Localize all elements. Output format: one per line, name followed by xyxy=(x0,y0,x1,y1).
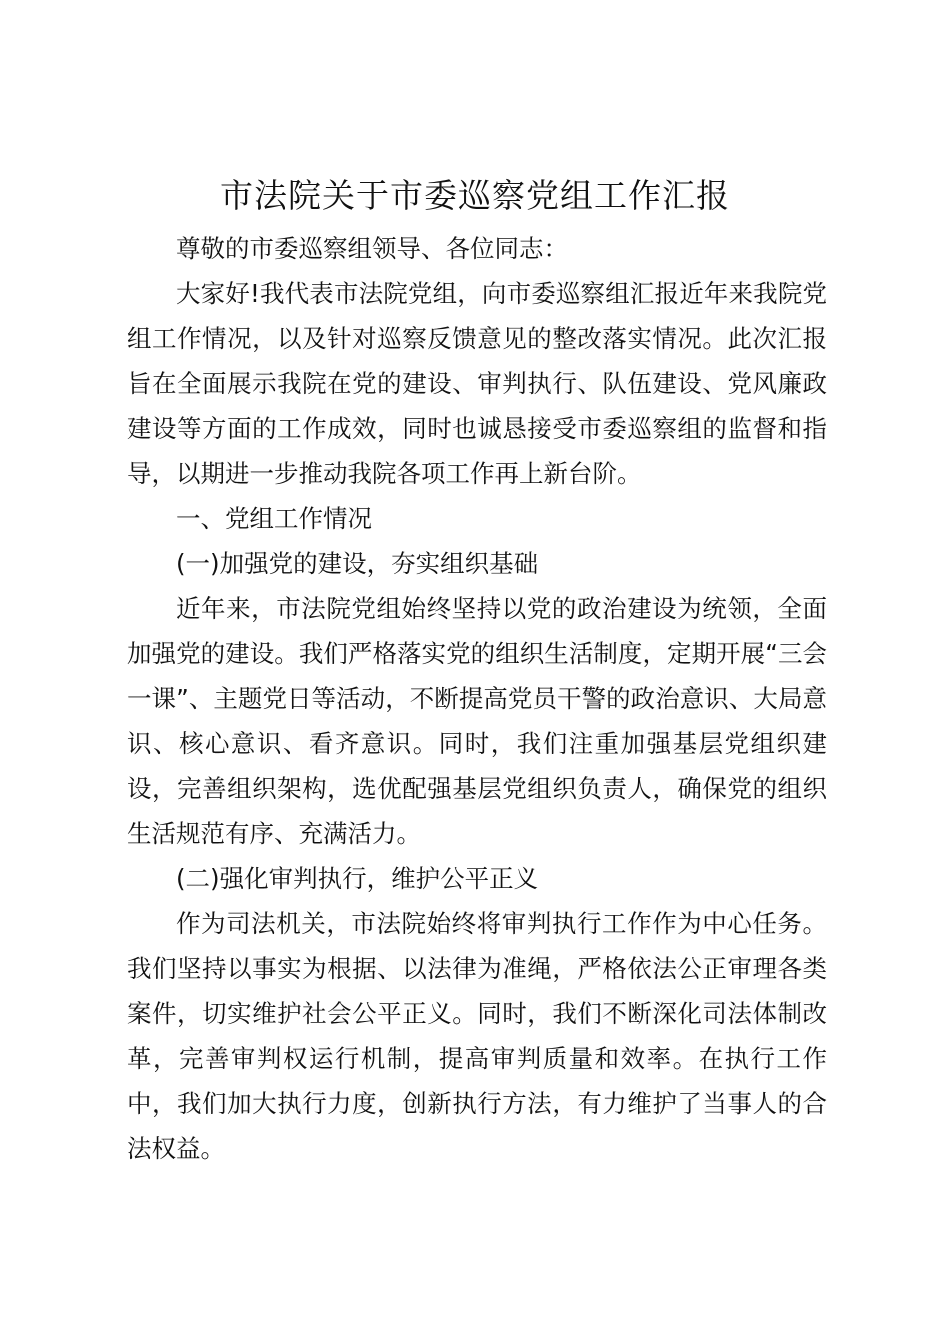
intro-paragraph: 大家好!我代表市法院党组，向市委巡察组汇报近年来我院党组工作情况，以及针对巡察反馈意见的整改落实情况。此次汇报旨在全面展示我院在党的建设、审判执行、队伍建设、党风廉政建设等方面的工作成效，同时也诚恳接受市委巡察组的监督和指导，以期进一步推动我院各项工作再上新台阶。 xyxy=(127,279,827,488)
trial-execution-paragraph: 作为司法机关，市法院始终将审判执行工作作为中心任务。我们坚持以事实为根据、以法律为准绳，严格依法公正审理各类案件，切实维护社会公平正义。同时，我们不断深化司法体制改革，完善审判权运行机制，提高审判质量和效率。在执行工作中，我们加大执行力度，创新执行方法，有力维护了当事人的合法权益。 xyxy=(127,909,827,1163)
document-body xyxy=(127,226,827,1171)
section-heading-1: 一、党组工作情况 xyxy=(176,504,372,533)
subsection-heading-2: (二)强化审判执行，维护公平正义 xyxy=(176,864,539,893)
party-building-paragraph: 近年来，市法院党组始终坚持以党的政治建设为统领，全面加强党的建设。我们严格落实党的组织生活制度，定期开展“三会一课”、主题党日等活动，不断提高党员干警的政治意识、大局意识、核心意识、看齐意识。同时，我们注重加强基层党组织建设，完善组织架构，选优配强基层党组织负责人，确保党的组织生活规范有序、充满活力。 xyxy=(127,594,827,848)
subsection-heading-1: (一)加强党的建设，夯实组织基础 xyxy=(176,549,539,578)
salutation: 尊敬的市委巡察组领导、各位同志： xyxy=(176,234,568,263)
document-title: 市法院关于市委巡察党组工作汇报 xyxy=(220,176,730,215)
